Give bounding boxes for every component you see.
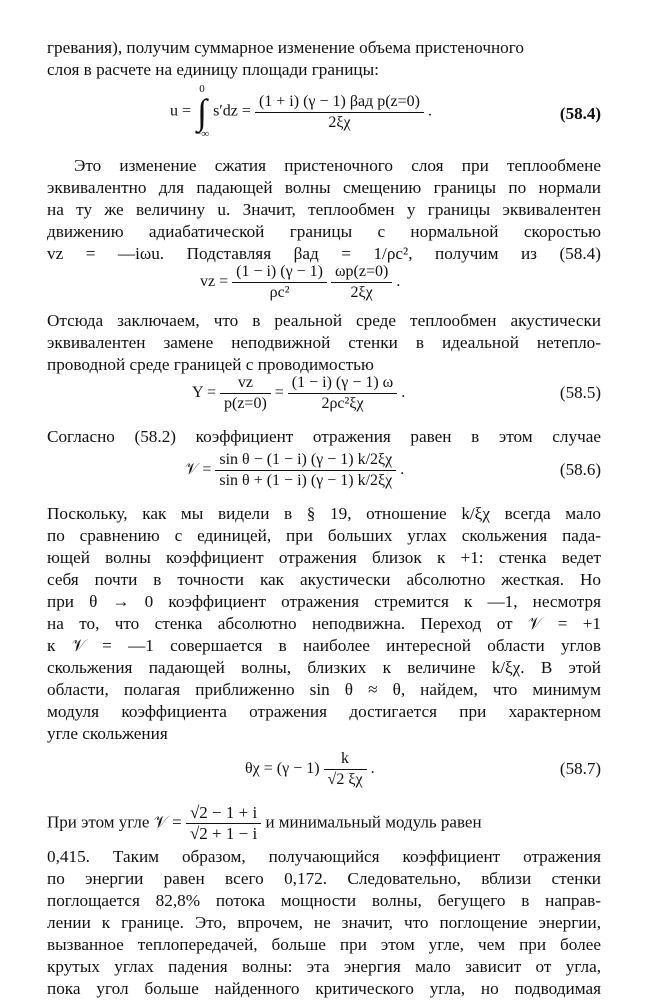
equation-label: (58.7)	[559, 759, 601, 778]
text-fragment: и минимальный модуль равен	[265, 812, 482, 832]
eq-numerator: (1 + i) (γ − 1) βад p(z=0)	[255, 92, 424, 113]
eq-lhs: θχ = (γ − 1)	[245, 760, 324, 778]
equation-label: (58.5)	[559, 383, 601, 402]
eq-denominator: √2 + 1 − i	[189, 824, 258, 843]
equation-58-5: Y = $\frac{vz}{p(z=0)}$ = $\frac{(1 - i) (\gamma - 1) \omega}{\text{2ρc²ξχ}}$ .	[192, 374, 406, 412]
inline-formula-line	[47, 803, 601, 844]
text-line: эквивалентно для падающей волны смещению границы по нормали	[47, 178, 601, 197]
text-line: области, полагая приближенно sin θ ≈ θ, найдем, что минимум	[47, 680, 601, 699]
equation-label: (58.4)	[559, 104, 601, 123]
eq-numerator: k	[324, 749, 367, 770]
integral-upper-limit: 0	[199, 83, 205, 95]
text-line: вызванное теплопередачей, больше при этом угле, чем при более	[47, 935, 601, 954]
equation-58-4: u = 0 ∫ −∞ s′dz = $\frac{\text{(1 + i) (γ − 1) βад p(z=0)}}{2\xi\chi}$ .	[170, 83, 432, 140]
text-line: угле скольжения	[47, 724, 168, 743]
text-line: на ту же величину u. Значит, теплообмен у границы эквивалентен	[47, 200, 601, 219]
equation-58-7: θχ = (γ − 1) $\frac{k}{√2 \xi\chi}$ .	[245, 750, 375, 788]
text-line: лении к границе. Это, впрочем, не значит, что поглощение энергии,	[47, 913, 601, 932]
eq-numerator: sin θ − (1 − i) (γ − 1) k/2ξχ	[215, 450, 396, 471]
eq-denominator: ρc²	[269, 284, 290, 301]
eq-lhs: Y =	[192, 384, 220, 402]
text-line: по сравнению с единицей, при больших углах скольжения пада-	[47, 526, 601, 545]
eq-numerator: √2 − 1 + i	[186, 803, 261, 824]
eq-denominator: 2ξχ	[328, 113, 351, 131]
eq-lhs: 𝒱 =	[185, 461, 216, 479]
eq-fraction	[186, 803, 261, 844]
text-line: Это изменение сжатия пристеночного слоя при теплообмене	[74, 156, 601, 175]
text-line: на то, что стенка абсолютно неподвижна. Переход от 𝒱 = +1	[47, 614, 601, 633]
equation-vz: vz = $\frac{(1 - i) (\gamma - 1)}{\text{ρc²}}$ $\frac{\omega p(z=0)}{2\xi\chi}$ .	[200, 263, 401, 301]
text-fragment: При этом угле 𝒱 =	[47, 812, 186, 832]
text-line: эквивалентен замене неподвижной стенки в идеальной нетепло-	[47, 333, 601, 352]
text-line: слоя в расчете на единицу площади границы:	[47, 60, 379, 79]
text-line: vz = —iωu. Подставляя βад = 1/ρc², получим из (58.4)	[47, 244, 601, 263]
eq-denominator: 2ξχ	[350, 284, 373, 301]
text-line: 0,415. Таким образом, получающийся коэффициент отражения	[47, 847, 601, 866]
text-line: при θ → 0 коэффициент отражения стремится к —1, несмотря	[47, 592, 601, 611]
eq-fraction	[215, 450, 396, 491]
text-line: скольжения падающей волны, близких к величине k/ξχ. В этой	[47, 658, 601, 677]
text-line: ющей волны коэффициент отражения близок к +1: стенка ведет	[47, 548, 601, 567]
eq-fraction	[324, 749, 367, 790]
integral-sign	[195, 84, 209, 140]
eq-numerator: vz	[220, 373, 271, 394]
eq-denominator: sin θ + (1 − i) (γ − 1) k/2ξχ	[219, 472, 393, 489]
text-line: гревания), получим суммарное изменение объема пристеночного	[47, 38, 524, 57]
equation-58-6: 𝒱 = $\frac{\text{sin θ − (1 − i) (γ − 1) k/2ξχ}}{\text{sin θ + (1 − i) (γ − 1) k/2ξχ}}$ .	[185, 451, 405, 489]
text-line: себя почти в точности как акустически абсолютно жесткая. Но	[47, 570, 601, 589]
text-line: проводной среде границей с проводимостью	[47, 355, 374, 374]
text-line: пока угол больше найденного критического угла, но подводимая	[47, 979, 601, 998]
eq-numerator: (1 − i) (γ − 1) ω	[288, 373, 397, 394]
text-line: движению адиабатической границы с нормальной скоростью	[47, 222, 601, 241]
text-line: по энергии равен всего 0,172. Следовательно, вблизи стенки	[47, 869, 601, 888]
text-line: Поскольку, как мы видели в § 19, отношение k/ξχ всегда мало	[47, 504, 601, 523]
eq-lhs: vz =	[200, 273, 233, 291]
eq-numerator: ωp(z=0)	[331, 262, 392, 283]
integral-symbol: ∫	[197, 92, 207, 132]
eq-denominator: √2 ξχ	[327, 771, 363, 788]
text-line: крутых углах падения волны: эта энергия мало зависит от угла,	[47, 957, 601, 976]
eq-fraction	[331, 262, 392, 303]
text-line: Отсюда заключаем, что в реальной среде теплообмен акустически	[47, 311, 601, 330]
eq-lhs: u =	[170, 102, 196, 120]
eq-numerator: (1 − i) (γ − 1)	[232, 262, 327, 283]
eq-integrand: s′dz =	[213, 102, 255, 120]
text-line: поглощается 82,8% потока мощности волны, бегущего в направ-	[47, 891, 601, 910]
eq-fraction	[255, 92, 424, 133]
eq-denominator: 2ρc²ξχ	[321, 395, 364, 412]
integral-lower-limit: −∞	[195, 128, 210, 140]
eq-fraction	[288, 373, 397, 414]
text-line: к 𝒱 = —1 совершается в наиболее интересной области углов	[47, 636, 601, 655]
equation-label: (58.6)	[559, 460, 601, 479]
eq-fraction	[232, 262, 327, 303]
eq-fraction	[220, 373, 271, 414]
text-line: Согласно (58.2) коэффициент отражения равен в этом случае	[47, 427, 601, 446]
text-line: модуля коэффициента отражения достигается при характерном	[47, 702, 601, 721]
eq-sign: =	[274, 384, 288, 402]
eq-denominator: p(z=0)	[223, 395, 267, 412]
